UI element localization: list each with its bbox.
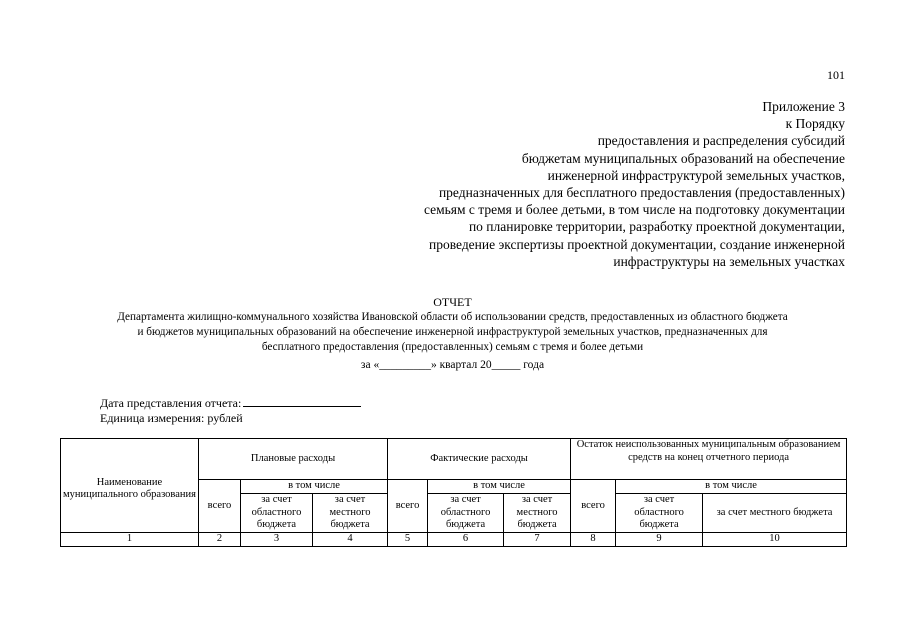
report-subtitle [55, 310, 850, 355]
header-including: в том числе [428, 480, 571, 494]
appendix-line: предоставления и распределения субсидий [597, 133, 845, 149]
report-meta [100, 395, 361, 426]
column-number: 6 [428, 533, 504, 547]
report-subtitle-line: Департамента жилищно-коммунального хозяйства Ивановской области об использовании средств, предоставленных из областного бюджета [117, 311, 788, 323]
column-number: 4 [313, 533, 388, 547]
header-regional: за счет областного бюджета [428, 494, 504, 533]
appendix-line: семьям с тремя и более детьми, в том числе на подготовку документации [423, 202, 845, 218]
column-number: 9 [616, 533, 703, 547]
appendix-line: бюджетам муниципальных образований на обеспечение [521, 150, 845, 166]
date-blank-line [243, 395, 361, 407]
header-regional: за счет областного бюджета [241, 494, 313, 533]
report-subtitle-line: и бюджетов муниципальных образований на обеспечение инженерной инфраструктурой земельных участков, предназначенных для [137, 326, 768, 338]
date-row [100, 395, 361, 411]
header-total: всего [571, 480, 616, 533]
appendix-line: предназначенных для бесплатного предоставления (предоставленных) [438, 185, 845, 201]
header-planned: Плановые расходы [199, 439, 388, 480]
header-regional: за счет областного бюджета [616, 494, 703, 533]
header-including: в том числе [616, 480, 847, 494]
column-number: 2 [199, 533, 241, 547]
header-total: всего [199, 480, 241, 533]
appendix-line: к Порядку [785, 116, 845, 132]
column-number: 3 [241, 533, 313, 547]
header-local: за счет местного бюджета [313, 494, 388, 533]
report-subtitle-line: бесплатного предоставления (предоставленных) семьям с тремя и более детьми [261, 341, 644, 353]
header-local: за счет местного бюджета [703, 494, 847, 533]
column-number: 1 [61, 533, 199, 547]
column-number: 8 [571, 533, 616, 547]
appendix-line: инфраструктуры на земельных участках [613, 253, 845, 269]
column-number: 10 [703, 533, 847, 547]
column-number: 7 [504, 533, 571, 547]
appendix-line: проведение экспертизы проектной документации, создание инженерной [428, 236, 845, 252]
header-municipality: Наименование муниципального образования [61, 439, 199, 533]
appendix-line: инженерной инфраструктурой земельных участков, [547, 167, 845, 183]
appendix-line: Приложение 3 [762, 99, 845, 114]
unit-label: Единица измерения: рублей [100, 411, 243, 425]
header-actual: Фактические расходы [388, 439, 571, 480]
header-including: в том числе [241, 480, 388, 494]
report-table [60, 438, 847, 547]
header-local: за счет местного бюджета [504, 494, 571, 533]
appendix-header [424, 98, 845, 270]
column-number: 5 [388, 533, 428, 547]
date-label: Дата представления отчета: [100, 396, 242, 410]
header-total: всего [388, 480, 428, 533]
page-number: 101 [827, 68, 845, 82]
report-title: ОТЧЕТ [433, 295, 472, 309]
report-period: за «_________» квартал 20_____ года [360, 359, 545, 371]
appendix-line: по планировке территории, разработку проектной документации, [468, 219, 845, 235]
header-remaining: Остаток неиспользованных муниципальным образованием средств на конец отчетного периода [571, 439, 847, 480]
